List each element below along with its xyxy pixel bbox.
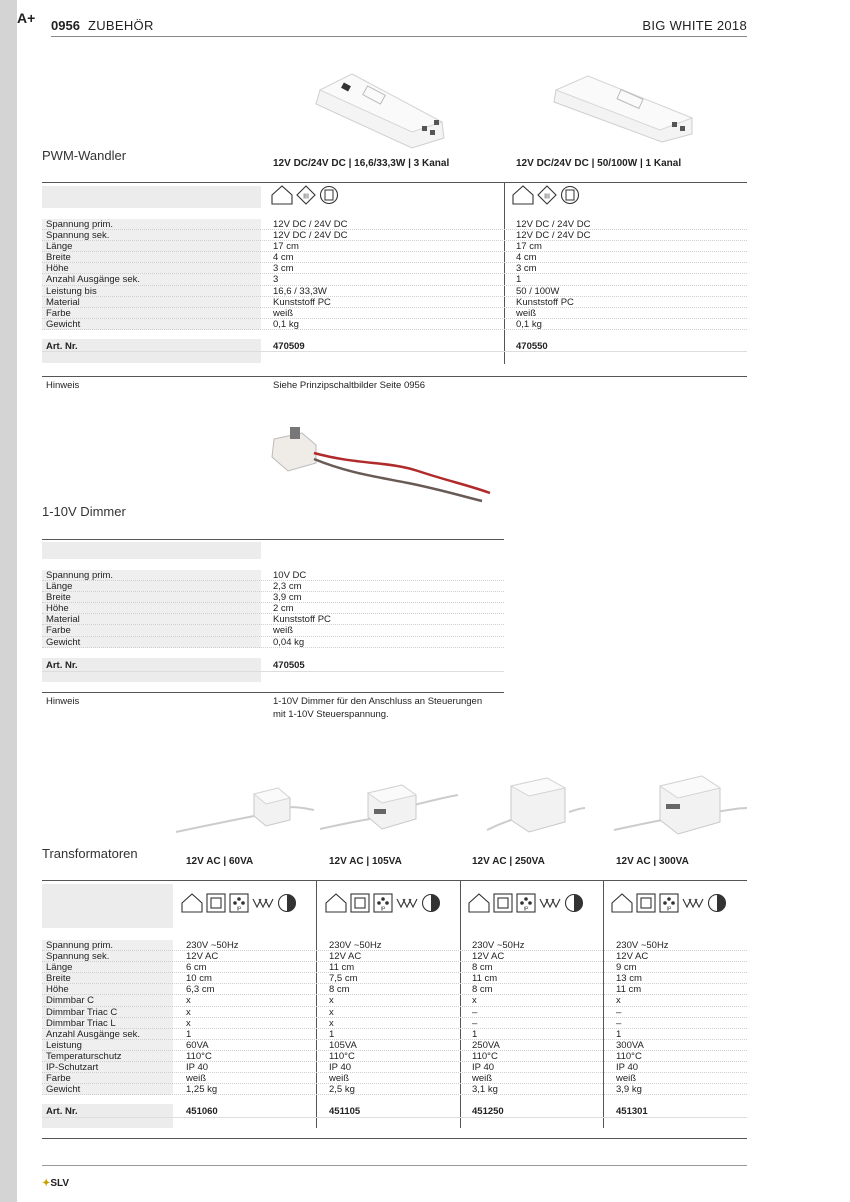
indoor-house-icon [271,185,293,205]
pwm-product-name-1: 12V DC/24V DC | 16,6/33,3W | 3 Kanal [273,158,450,169]
dimmer-art-label: Art. Nr. [46,660,78,671]
catalog-name: BIG WHITE 2018 [642,18,747,33]
spec-row: Spannung sek. 12V AC 12V AC 12V AC 12V AC [42,951,747,962]
spec-row: Farbe weiß weiß weiß weiß [42,1073,747,1084]
spec-row: Höhe 3 cm 3 cm [42,263,747,274]
protection-class-ii-icon [493,893,513,913]
trafo-icons-300va [611,893,727,913]
energy-badge: A+ [17,10,36,26]
section-name: ZUBEHÖR [88,18,154,33]
trafo-product-image-250va [485,772,585,842]
thermal-protection-icon [564,893,584,913]
spec-row: Gewicht 1,25 kg 2,5 kg 3,1 kg 3,9 kg [42,1084,747,1095]
pwm-product-image-2 [552,72,700,144]
svg-text:III: III [303,193,309,201]
spec-row: Breite 10 cm 7,5 cm 11 cm 13 cm [42,973,747,984]
page-edge-bar [0,0,17,1202]
spec-row: Dimmbar Triac C x x – – [42,1007,747,1018]
protection-class-ii-icon [636,893,656,913]
ip-drip-icon [373,893,393,913]
svg-text:IP: IP [523,906,529,913]
spec-row: Dimmbar Triac L x x – – [42,1018,747,1029]
spec-row: Spannung prim. 10V DC [42,570,504,581]
protection-class-ii-icon [350,893,370,913]
dimmer-header-label-cell [42,542,261,559]
brand-logo: ✦SLV [42,1178,70,1189]
trafo-product-image-300va [612,772,747,842]
spec-row: Gewicht 0,04 kg [42,637,504,648]
spec-row: Höhe 6,3 cm 8 cm 8 cm 11 cm [42,984,747,995]
svg-text:IP: IP [380,906,386,913]
trafo-product-image-105va [318,775,460,841]
trafo-art-number-250va: 451250 [472,1106,504,1117]
indoor-house-icon [468,893,490,913]
spec-row: Spannung prim. 12V DC / 24V DC 12V DC / 24V DC [42,219,747,230]
spec-row: Farbe weiß weiß [42,308,747,319]
safety-transformer-icon [319,185,339,205]
spec-row: Material Kunststoff PC [42,614,504,625]
trafo-art-number-300va: 451301 [616,1106,648,1117]
svg-text:IP: IP [666,906,672,913]
svg-text:III: III [544,193,550,201]
pwm-icons-2 [512,185,580,205]
indoor-house-icon [512,185,534,205]
trafo-section-title: Transformatoren [42,846,138,861]
dimmer-art-row-rule [42,671,504,672]
dimmable-icon [539,893,561,913]
trafo-product-name-60va: 12V AC | 60VA [186,856,254,867]
trafo-art-number-105va: 451105 [329,1106,361,1117]
ip-drip-icon [516,893,536,913]
trafo-art-label: Art. Nr. [46,1106,78,1117]
page-header [51,17,747,37]
pwm-icon-label-cell [42,186,261,208]
page-number: 0956 [51,18,80,33]
thermal-protection-icon [421,893,441,913]
dimmer-note-line-1: 1-10V Dimmer für den Anschluss an Steuerungen [273,696,483,707]
spec-row: Farbe weiß [42,625,504,636]
dimmer-art-number: 470505 [273,660,305,671]
pwm-note-rule [42,376,747,377]
spec-row: Breite 4 cm 4 cm [42,252,747,263]
pwm-note-text: Siehe Prinzipschaltbilder Seite 0956 [273,380,426,391]
protection-class-ii-icon [206,893,226,913]
spec-row: Anzahl Ausgänge sek. 3 1 [42,274,747,285]
dimmer-note-line-2: mit 1-10V Steuerspannung. [273,709,389,720]
pwm-art-label: Art. Nr. [46,341,78,352]
trafo-icons-105va [325,893,441,913]
pwm-art-number-2: 470550 [516,341,548,352]
pwm-icons-1 [271,185,339,205]
dimmer-note-rule [42,692,504,693]
safety-transformer-icon [560,185,580,205]
dimmable-icon [682,893,704,913]
spec-row: Anzahl Ausgänge sek. 1 1 1 1 [42,1029,747,1040]
ip-drip-icon [659,893,679,913]
spec-row: Temperaturschutz 110°C 110°C 110°C 110°C [42,1051,747,1062]
protection-class-iii-icon [296,185,316,205]
pwm-note-label: Hinweis [46,380,80,391]
trafo-icon-label-cell [42,884,173,928]
pwm-product-image-1 [312,70,452,150]
dimmer-product-image [268,425,498,505]
trafo-product-image-60va [174,780,316,840]
ip-drip-icon [229,893,249,913]
protection-class-iii-icon [537,185,557,205]
trafo-table-bottom-rule [42,1138,747,1139]
trafo-art-row-rule [42,1117,747,1118]
spec-row: Länge 6 cm 11 cm 8 cm 9 cm [42,962,747,973]
footer-rule [42,1165,747,1166]
spec-row: Leistung 60VA 105VA 250VA 300VA [42,1040,747,1051]
pwm-art-number-1: 470509 [273,341,305,352]
trafo-product-name-250va: 12V AC | 250VA [472,856,545,867]
dimmer-table-top-rule [42,539,504,540]
dimmable-icon [396,893,418,913]
trafo-icons-60va [181,893,297,913]
dimmer-note-label: Hinweis [46,696,80,707]
dimmer-spec-table [42,570,504,648]
spec-row: Material Kunststoff PC Kunststoff PC [42,297,747,308]
trafo-icons-250va [468,893,584,913]
indoor-house-icon [611,893,633,913]
spec-row: Leistung bis 16,6 / 33,3W 50 / 100W [42,286,747,297]
trafo-product-name-300va: 12V AC | 300VA [616,856,689,867]
spec-row: Höhe 2 cm [42,603,504,614]
dimmable-icon [252,893,274,913]
pwm-art-row-rule [42,351,747,352]
spec-row: Dimmbar C x x x x [42,995,747,1006]
thermal-protection-icon [707,893,727,913]
trafo-art-number-60va: 451060 [186,1106,218,1117]
spec-row: Länge 17 cm 17 cm [42,241,747,252]
trafo-table-top-rule [42,880,747,881]
dimmer-section-title: 1-10V Dimmer [42,504,126,519]
spec-row: Länge 2,3 cm [42,581,504,592]
trafo-spec-table [42,940,747,1095]
pwm-section-title: PWM-Wandler [42,148,127,163]
spec-row: Breite 3,9 cm [42,592,504,603]
trafo-product-name-105va: 12V AC | 105VA [329,856,402,867]
indoor-house-icon [325,893,347,913]
thermal-protection-icon [277,893,297,913]
spec-row: IP-Schutzart IP 40 IP 40 IP 40 IP 40 [42,1062,747,1073]
pwm-spec-table [42,219,747,330]
spec-row: Gewicht 0,1 kg 0,1 kg [42,319,747,330]
pwm-table-top-rule [42,182,747,183]
svg-text:IP: IP [236,906,242,913]
spec-row: Spannung prim. 230V ~50Hz 230V ~50Hz 230V ~50Hz 230V ~50Hz [42,940,747,951]
spec-row: Spannung sek. 12V DC / 24V DC 12V DC / 24V DC [42,230,747,241]
pwm-product-name-2: 12V DC/24V DC | 50/100W | 1 Kanal [516,158,682,169]
indoor-house-icon [181,893,203,913]
